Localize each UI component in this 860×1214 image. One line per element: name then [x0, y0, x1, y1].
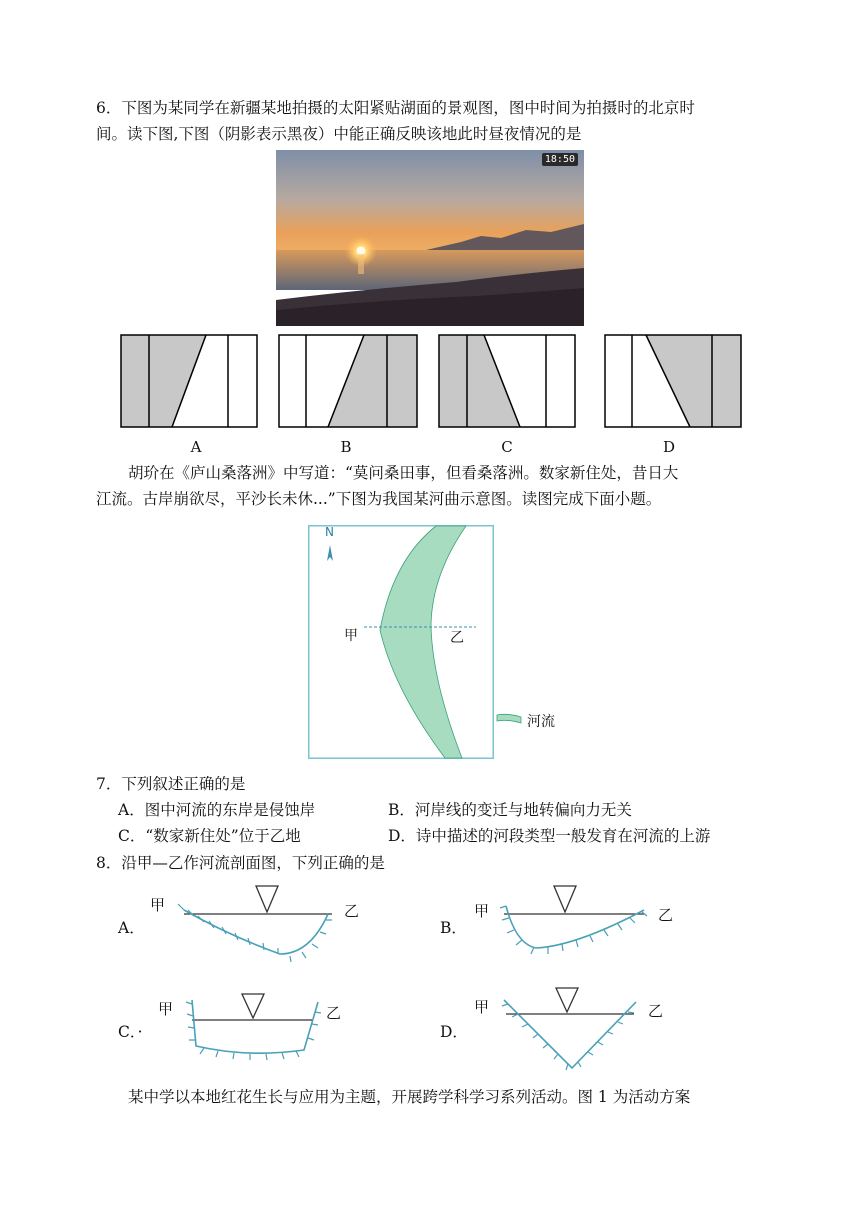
profile-c-diagram [178, 990, 326, 1064]
profile-a-jia: 甲 [150, 896, 166, 914]
option-b-diagram [278, 334, 418, 428]
sunset-lake-photo [276, 150, 584, 326]
next-passage-line1: 某中学以本地红花生长与应用为主题，开展跨学科学习系列活动。图 1 为活动方案 [128, 1088, 691, 1106]
q6-stem-line1: 6．下图为某同学在新疆某地拍摄的太阳紧贴湖面的景观图，图中时间为拍摄时的北京时 [96, 99, 695, 117]
q8-stem: 8．沿甲—乙作河流剖面图，下列正确的是 [96, 854, 385, 872]
passage-line2: 江流。古岸崩欲尽，平沙长未休...”下图为我国某河曲示意图。读图完成下面小题。 [96, 490, 662, 508]
photo-timestamp: 18:50 [542, 153, 578, 166]
profile-a-diagram [170, 884, 340, 968]
profile-c-jia: 甲 [158, 1000, 174, 1018]
river-legend-icon [496, 712, 522, 726]
q8-label-a: A． [118, 919, 145, 937]
q6-stem-line2: 间。读下图,下图（阴影表示黑夜）中能正确反映该地此时昼夜情况的是 [96, 125, 582, 143]
photo-scene [276, 150, 584, 326]
option-d-label: D [662, 438, 676, 456]
profile-d-diagram [494, 986, 648, 1078]
q8-label-c: C．· [118, 1023, 143, 1041]
profile-d-jia: 甲 [474, 998, 490, 1016]
option-d-diagram [604, 334, 742, 428]
profile-a-yi: 乙 [344, 902, 360, 920]
q7-stem: 7．下列叙述正确的是 [96, 775, 246, 793]
q7-option-a: A．图中河流的东岸是侵蚀岸 [118, 801, 316, 819]
option-a-label: A [190, 438, 202, 456]
q7-option-c: C．“数家新住处”位于乙地 [118, 827, 301, 845]
river-meander-map [308, 525, 494, 763]
option-c-diagram [438, 334, 576, 428]
river-legend-label: 河流 [527, 714, 555, 730]
profile-b-yi: 乙 [658, 906, 674, 924]
option-b-label: B [340, 438, 352, 456]
q7-option-b: B．河岸线的变迁与地转偏向力无关 [388, 801, 632, 819]
passage-line1: 胡玠在《庐山桑落洲》中写道：“莫问桑田事，但看桑落洲。数家新住处，昔日大 [128, 464, 679, 482]
north-arrow-label: N [325, 525, 334, 539]
map-label-yi: 乙 [450, 630, 464, 646]
q8-label-d: D． [440, 1023, 468, 1041]
map-label-jia: 甲 [344, 628, 358, 644]
profile-d-yi: 乙 [648, 1002, 664, 1020]
q7-option-d: D．诗中描述的河段类型一般发育在河流的上游 [388, 827, 711, 845]
map-frame [308, 525, 494, 759]
q8-label-b: B． [440, 919, 467, 937]
profile-b-diagram [496, 884, 656, 968]
profile-c-yi: 乙 [326, 1004, 342, 1022]
option-a-diagram [120, 334, 258, 428]
option-c-label: C [501, 438, 513, 456]
profile-b-jia: 甲 [474, 902, 490, 920]
